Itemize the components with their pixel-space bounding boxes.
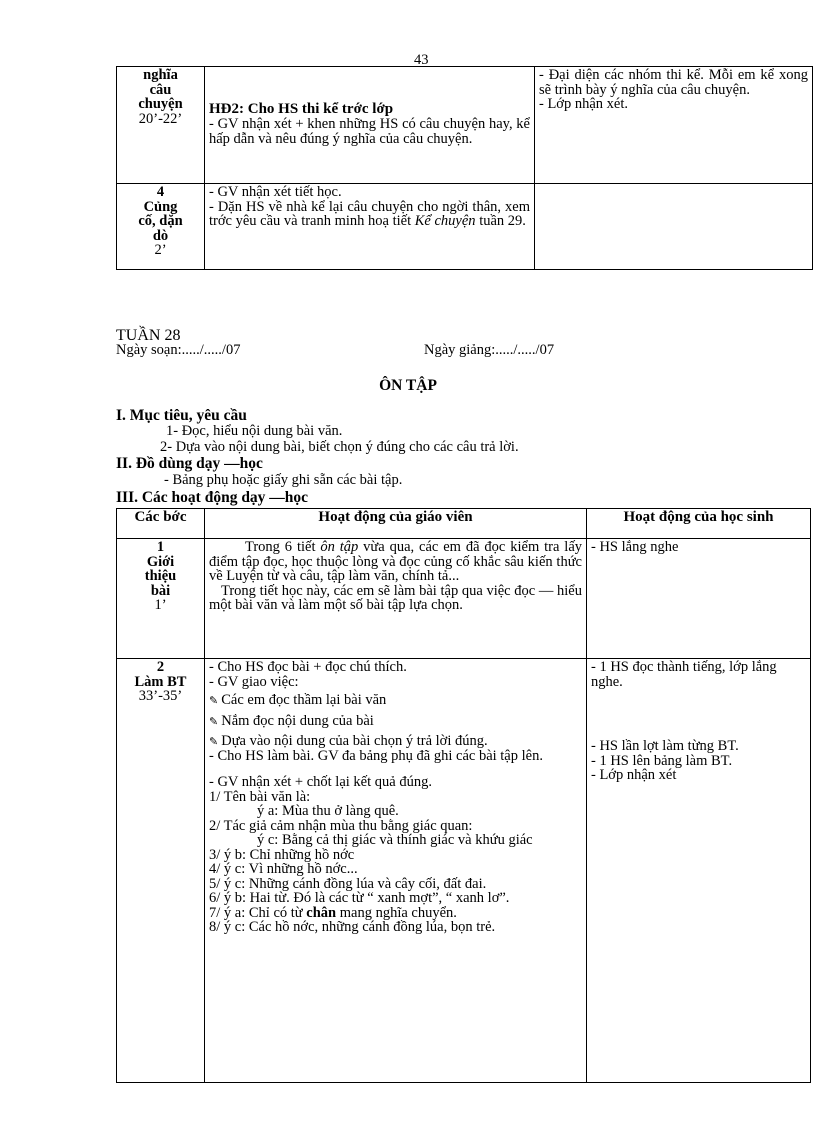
step-time: 2’ [154, 242, 167, 258]
answer-keyword: chân [306, 904, 337, 921]
step-label: Giới [146, 553, 175, 570]
table-row [117, 184, 813, 270]
answer-item: 6/ ý b: Hai từ. Đó là các từ “ xanh mợt”, “ xanh lơ”. [209, 890, 510, 906]
objective-item: 1- Đọc, hiểu nội dung bài văn. [166, 423, 343, 439]
step-label: cố, dặn [138, 213, 183, 229]
teacher-cell [205, 659, 587, 1083]
step-time: 1’ [154, 597, 167, 613]
lesson-title: ÔN TẬP [379, 377, 437, 394]
date-taught: Ngày giảng:...../...../07 [424, 342, 555, 358]
step-cell [117, 67, 205, 184]
step-label: dò [152, 227, 169, 244]
section-heading: I. Mục tiêu, yêu cầu [116, 407, 247, 424]
section-heading: III. Các hoạt động dạy —học [116, 489, 309, 506]
cs-bullet-icon: ✎ [209, 735, 219, 748]
step-label: Làm BT [134, 673, 187, 690]
activities-table [116, 508, 811, 1083]
student-cell [587, 539, 811, 659]
student-cell [535, 67, 813, 184]
activity-heading: HĐ2: Cho HS thi kể trớc lớp [209, 101, 394, 117]
teacher-text-italic: Kể chuyện [414, 213, 476, 229]
step-label: 4 [156, 184, 165, 200]
teacher-text: - GV nhận xét + khen những HS có câu chuyện hay, kể hấp dẫn và nêu đúng ý nghĩa của câu chuyện. [209, 116, 530, 147]
task-item: Các em đọc thầm lại bài văn [221, 692, 387, 708]
teacher-text: - GV nhận xét tiết học. [209, 184, 342, 200]
step-label: câu [149, 81, 172, 98]
teacher-cell [205, 184, 535, 270]
task-item: Nắm đọc nội dung của bài [221, 712, 374, 729]
answer-item: 3/ ý b: Chỉ những hồ nớc [209, 846, 355, 863]
answer-question: 1/ Tên bài văn là: [209, 788, 311, 805]
table-row [117, 659, 811, 1083]
step-time: 33’-35’ [138, 688, 183, 704]
student-text: - 1 HS đọc thành tiếng, lớp lắng nghe. [591, 659, 777, 690]
table-row [117, 67, 813, 184]
student-text: - Lớp nhận xét. [539, 96, 629, 112]
answer-choice: ý a: Mùa thu ở làng quê. [257, 803, 399, 819]
teacher-cell [205, 539, 587, 659]
step-label: thiệu [144, 568, 177, 584]
teacher-cell [205, 67, 535, 184]
student-cell [587, 659, 811, 1083]
cs-bullet-icon: ✎ [209, 714, 219, 728]
step-cell [117, 659, 205, 1083]
page-number: 43 [414, 52, 429, 68]
column-header: Hoạt động của giáo viên [205, 509, 587, 539]
step-label: bài [150, 582, 171, 599]
teacher-text: - GV nhận xét + chốt lại kết quả đúng. [209, 774, 432, 790]
student-text: - HS lắng nghe [591, 539, 679, 555]
cs-bullet-icon: ✎ [209, 694, 219, 707]
answer-question: 2/ Tác giả cảm nhận mùa thu bằng giác quan: [209, 817, 473, 834]
task-item: Dựa vào nội dung của bài chọn ý trả lời đúng. [221, 733, 488, 749]
step-cell [117, 184, 205, 270]
materials-item: - Bảng phụ hoặc giấy ghi sẵn các bài tập. [164, 472, 403, 488]
student-text: - Lớp nhận xét [591, 767, 677, 783]
answer-item: 8/ ý c: Các hồ nớc, những cánh đồng lúa, bọn trẻ. [209, 919, 496, 935]
step-label: Củng [143, 198, 178, 215]
table-header-row [117, 509, 811, 539]
continuation-table [116, 66, 813, 270]
step-label: 2 [156, 659, 165, 675]
teacher-text: - Dặn HS về nhà kể lại câu chuyện cho ngời thân, xem trớc yêu cầu và tranh minh hoạ tiết [209, 198, 530, 229]
teacher-text: - GV giao việc: [209, 673, 299, 690]
answer-item: 5/ ý c: Những cánh đồng lúa và cây cối, đất đai. [209, 875, 487, 892]
teacher-text: tuần 29. [475, 213, 526, 229]
date-prepared: Ngày soạn:...../...../07 [116, 342, 241, 358]
student-text: - Đại diện các nhóm thi kể. Mỗi em kể xong sẽ trình bày ý nghĩa của câu chuyện. [539, 67, 808, 98]
section-heading: II. Đồ dùng dạy —học [116, 455, 263, 472]
step-label: 1 [156, 539, 165, 555]
teacher-text: Trong tiết học này, các em sẽ làm bài tập qua việc đọc — hiểu một bài văn và làm một số bài tập lựa chọn. [209, 582, 582, 613]
step-time: 20’-22’ [138, 110, 183, 127]
student-text: - HS lần lợt làm từng BT. [591, 738, 739, 754]
answer-choice: ý c: Bằng cả thị giác và thính giác và khứu giác [257, 832, 533, 848]
objective-item: 2- Dựa vào nội dung bài, biết chọn ý đúng cho các câu trả lời. [160, 439, 519, 455]
step-label: nghĩa [143, 67, 178, 83]
student-cell [535, 184, 813, 270]
student-text: - 1 HS lên bảng làm BT. [591, 752, 733, 769]
answer-item: 4/ ý c: Vì những hồ nớc... [209, 861, 358, 877]
column-header: Hoạt động của học sinh [587, 509, 811, 539]
answer-item: mang nghĩa chuyển. [336, 904, 457, 921]
teacher-text: vừa qua, các em đã đọc kiểm tra lấy điểm tập đọc, học thuộc lòng và đọc củng cố khắc sâu kiến thức về Luyện từ và câu, tập làm văn, chính tả... [209, 539, 583, 584]
answer-item: 7/ ý a: Chỉ có từ [209, 904, 307, 921]
teacher-text: - Cho HS đọc bài + đọc chú thích. [209, 659, 407, 675]
table-row [117, 539, 811, 659]
teacher-text: - Cho HS làm bài. GV đa bảng phụ đã ghi các bài tập lên. [209, 747, 543, 764]
step-cell [117, 539, 205, 659]
week-label: TUẦN 28 [116, 327, 181, 344]
teacher-text-italic: ôn tập [320, 539, 359, 555]
step-label: chuyện [138, 96, 183, 112]
column-header: Các bớc [117, 509, 205, 539]
teacher-text: Trong 6 tiết [245, 539, 321, 555]
